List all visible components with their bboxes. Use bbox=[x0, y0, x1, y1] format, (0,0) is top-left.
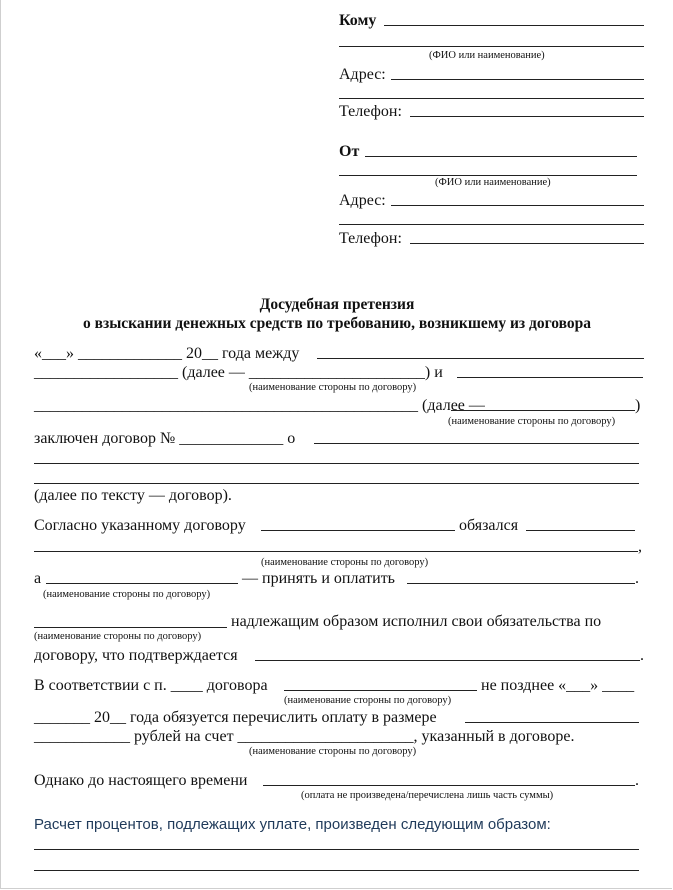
party-hint-6: (наименование стороны по договору) bbox=[284, 695, 452, 706]
accept-pay-text: — принять и оплатить bbox=[238, 570, 399, 587]
phone-label-to: Телефон: bbox=[339, 103, 402, 120]
party-1-line[interactable] bbox=[317, 358, 644, 359]
interest-calc-text: Расчет процентов, подлежащих уплате, произведен следующим образом: bbox=[34, 816, 551, 833]
contract-number-text: заключен договор № _____________ о bbox=[34, 430, 300, 447]
contract-subject-line-2[interactable] bbox=[34, 463, 639, 464]
obliged-text: обязался bbox=[455, 517, 523, 534]
party-hint-5: (наименование стороны по договору) bbox=[34, 631, 202, 642]
from-line[interactable] bbox=[365, 156, 637, 157]
deadline-text: не позднее «___» ____ bbox=[477, 677, 635, 694]
address-line-to[interactable] bbox=[391, 79, 644, 80]
and-text: а bbox=[34, 570, 46, 587]
payment-amount-text: _______ 20__ года обязуется перечислить оплату в размере bbox=[34, 709, 441, 726]
address-line-from-2[interactable] bbox=[339, 224, 644, 225]
to-label: Кому bbox=[339, 12, 377, 29]
fio-hint-to: (ФИО или наименование) bbox=[429, 50, 545, 61]
phone-line-from[interactable] bbox=[410, 243, 644, 244]
obligation-text: Согласно указанному договору bbox=[34, 517, 250, 534]
amount-line[interactable] bbox=[465, 722, 639, 723]
performed-text: надлежащим образом исполнил свои обязательства по bbox=[227, 613, 602, 630]
obligation-line[interactable] bbox=[526, 530, 635, 531]
contract-subject-line-3[interactable] bbox=[34, 483, 639, 484]
period-2: . bbox=[640, 647, 644, 664]
to-line[interactable] bbox=[384, 25, 644, 26]
address-line-to-2[interactable] bbox=[339, 98, 644, 99]
party-hint-1: (наименование стороны по договору) bbox=[249, 382, 417, 393]
period-1: . bbox=[635, 570, 639, 587]
contract-subject-line[interactable] bbox=[314, 443, 639, 444]
to-line-2[interactable] bbox=[339, 46, 644, 47]
comma: , bbox=[638, 538, 642, 555]
party-hint-2: (наименование стороны по договору) bbox=[448, 416, 616, 427]
party-2-alias-text: ________________________________________________ (далее — bbox=[34, 397, 489, 414]
confirmation-line[interactable] bbox=[255, 660, 640, 661]
however-text: Однако до настоящего времени bbox=[34, 772, 252, 789]
address-line-from[interactable] bbox=[391, 205, 644, 206]
acceptor-line[interactable] bbox=[46, 583, 238, 584]
payer-line[interactable] bbox=[284, 690, 477, 691]
obligor-line[interactable] bbox=[261, 530, 455, 531]
address-label-from: Адрес: bbox=[339, 192, 386, 209]
phone-label-from: Телефон: bbox=[339, 230, 402, 247]
accept-pay-line[interactable] bbox=[407, 583, 635, 584]
close-paren: ) bbox=[635, 397, 641, 414]
document-title: Досудебная претензия bbox=[259, 296, 415, 313]
fio-hint-from: (ФИО или наименование) bbox=[435, 177, 551, 188]
interest-line-1[interactable] bbox=[34, 849, 639, 850]
phone-line-to[interactable] bbox=[410, 116, 644, 117]
confirmed-text: договору, что подтверждается bbox=[34, 647, 242, 664]
payment-status-line[interactable] bbox=[263, 785, 635, 786]
party-2-line[interactable] bbox=[457, 377, 643, 378]
contract-alias-text: (далее по тексту — договор). bbox=[34, 487, 232, 504]
account-text: ____________ рублей на счет ______________________, указанный в договоре. bbox=[34, 728, 575, 745]
from-label: От bbox=[339, 143, 360, 160]
obligation-line-2[interactable] bbox=[34, 551, 638, 552]
date-parties-text: «___» _____________ 20__ года между bbox=[34, 345, 304, 362]
party-alias-text: __________________ (далее — ______________________) и bbox=[34, 364, 447, 381]
party-hint-4: (наименование стороны по договору) bbox=[43, 589, 211, 600]
from-line-2[interactable] bbox=[339, 175, 637, 176]
performer-line[interactable] bbox=[34, 627, 227, 628]
party-hint-3: (наименование стороны по договору) bbox=[261, 557, 429, 568]
document-subtitle: о взыскании денежных средств по требованию, возникшему из договора bbox=[82, 315, 592, 332]
party-hint-7: (наименование стороны по договору) bbox=[249, 746, 417, 757]
clause-text: В соответствии с п. ____ договора bbox=[34, 677, 272, 694]
interest-line-2[interactable] bbox=[34, 870, 639, 871]
address-label-to: Адрес: bbox=[339, 66, 386, 83]
payment-status-hint: (оплата не произведена/перечислена лишь часть суммы) bbox=[301, 790, 554, 801]
party-2-alias-line[interactable] bbox=[451, 410, 635, 411]
period-3: . bbox=[635, 772, 639, 789]
